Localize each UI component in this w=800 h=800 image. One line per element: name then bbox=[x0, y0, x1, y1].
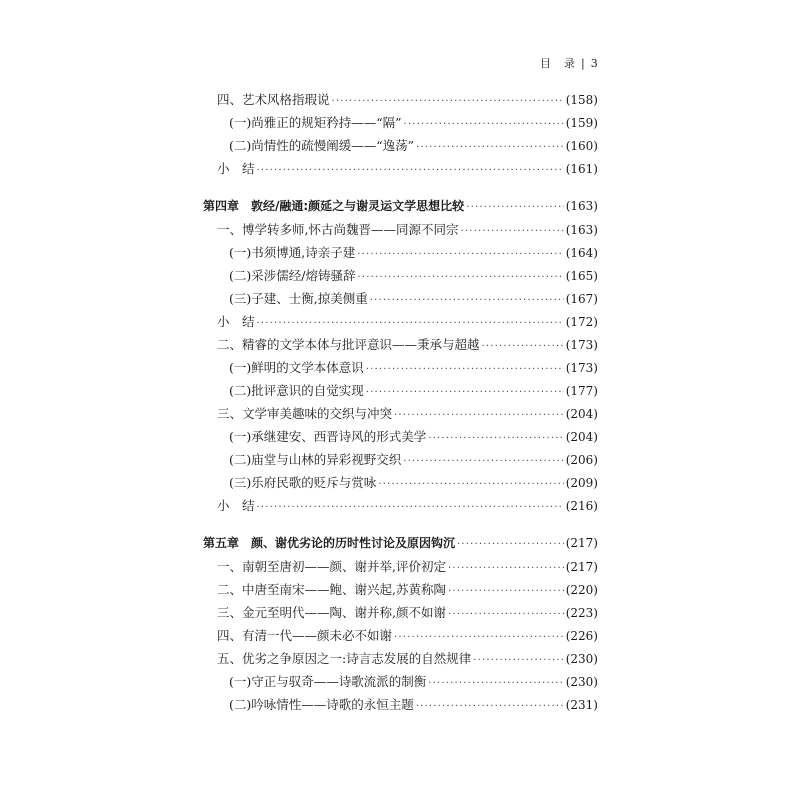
toc-entry-title: (一)守正与驭奇——诗歌流派的制衡 bbox=[229, 674, 427, 689]
toc-entry bbox=[203, 626, 598, 649]
toc-entry-title: (一)鲜明的文学本体意识 bbox=[229, 360, 364, 375]
toc-entry bbox=[203, 580, 598, 603]
toc-entry-title: (二)采涉儒经/熔铸骚辞 bbox=[229, 268, 356, 283]
toc-entry-page: (160) bbox=[565, 139, 598, 153]
toc-entry bbox=[203, 557, 598, 580]
toc-entry-title: (三)子建、士衡,掠美侧重 bbox=[229, 291, 368, 306]
leader-dots bbox=[448, 586, 564, 597]
leader-dots bbox=[394, 632, 564, 643]
toc-entry bbox=[203, 289, 598, 312]
toc-entry-title: 二、精睿的文学本体与批评意识——秉承与超越 bbox=[217, 337, 480, 352]
leader-dots bbox=[257, 165, 564, 176]
toc-entry-page: (165) bbox=[565, 269, 598, 283]
leader-dots bbox=[332, 96, 564, 107]
toc-entry-page: (230) bbox=[565, 652, 598, 666]
toc-entry-title: (二)庙堂与山林的异彩视野交织 bbox=[229, 452, 402, 467]
toc-entry-page: (223) bbox=[565, 606, 598, 620]
toc-entry-page: (206) bbox=[565, 453, 598, 467]
table-of-contents bbox=[203, 90, 598, 718]
toc-entry bbox=[203, 381, 598, 404]
toc-entry-title: 三、金元至明代——陶、谢并称,颜不如谢 bbox=[217, 605, 446, 620]
leader-dots bbox=[416, 142, 564, 153]
toc-chapter-heading bbox=[203, 534, 598, 557]
toc-entry-page: (177) bbox=[565, 384, 598, 398]
toc-entry-title: 四、艺术风格指瑕说 bbox=[217, 92, 330, 107]
toc-entry-page: (172) bbox=[565, 315, 598, 329]
leader-dots bbox=[448, 563, 564, 574]
toc-entry-page: (209) bbox=[565, 476, 598, 490]
leader-dots bbox=[366, 387, 564, 398]
toc-entry-page: (204) bbox=[565, 430, 598, 444]
leader-dots bbox=[466, 202, 564, 213]
toc-entry bbox=[203, 90, 598, 113]
leader-dots bbox=[257, 318, 564, 329]
toc-entry bbox=[203, 649, 598, 672]
toc-entry-title: 一、南朝至唐初——颜、谢并举,评价初定 bbox=[217, 559, 446, 574]
leader-dots bbox=[370, 295, 564, 306]
toc-entry bbox=[203, 312, 598, 335]
toc-entry-title: (三)乐府民歌的贬斥与赏咏 bbox=[229, 475, 377, 490]
toc-entry-title: 小 结 bbox=[217, 161, 255, 176]
toc-entry bbox=[203, 220, 598, 243]
chapter-title: 第五章 颜、谢优劣论的历时性讨论及原因钩沉 bbox=[203, 536, 456, 550]
toc-entry bbox=[203, 136, 598, 159]
toc-entry bbox=[203, 404, 598, 427]
toc-entry-page: (173) bbox=[565, 338, 598, 352]
leader-dots bbox=[428, 678, 563, 689]
toc-entry bbox=[203, 243, 598, 266]
leader-dots bbox=[482, 341, 564, 352]
toc-entry bbox=[203, 603, 598, 626]
leader-dots bbox=[378, 479, 563, 490]
toc-entry-title: (一)书须博通,诗亲子建 bbox=[229, 245, 356, 260]
toc-entry-page: (167) bbox=[565, 292, 598, 306]
leader-dots bbox=[473, 655, 564, 666]
toc-entry-title: 一、博学转多师,怀古尚魏晋——同源不同宗 bbox=[217, 222, 459, 237]
leader-dots bbox=[366, 364, 564, 375]
chapter-page: (163) bbox=[565, 199, 598, 213]
toc-entry-title: (二)批评意识的自觉实现 bbox=[229, 383, 364, 398]
toc-entry-title: (一)承继建安、西晋诗风的形式美学 bbox=[229, 429, 427, 444]
toc-entry-title: 二、中唐至南宋——鲍、谢兴起,苏黄称陶 bbox=[217, 582, 446, 597]
toc-chapter-heading bbox=[203, 197, 598, 220]
toc-entry bbox=[203, 672, 598, 695]
toc-entry-title: 小 结 bbox=[217, 314, 255, 329]
toc-entry-page: (216) bbox=[565, 499, 598, 513]
toc-entry-page: (231) bbox=[565, 698, 598, 712]
toc-entry-page: (217) bbox=[565, 560, 598, 574]
toc-entry-page: (161) bbox=[565, 162, 598, 176]
leader-dots bbox=[428, 433, 563, 444]
toc-entry bbox=[203, 427, 598, 450]
leader-dots bbox=[394, 410, 564, 421]
toc-entry-page: (230) bbox=[565, 675, 598, 689]
toc-entry-page: (173) bbox=[565, 361, 598, 375]
toc-entry-title: (二)吟咏情性——诗歌的永恒主题 bbox=[229, 697, 414, 712]
toc-entry-title: 三、文学审美趣味的交织与冲突 bbox=[217, 406, 393, 421]
toc-entry bbox=[203, 113, 598, 136]
toc-entry-title: 四、有清一代——颜未必不如谢 bbox=[217, 628, 393, 643]
toc-entry bbox=[203, 473, 598, 496]
chapter-page: (217) bbox=[565, 536, 598, 550]
header-page-number: 3 bbox=[590, 57, 599, 70]
header-title: 目 录 bbox=[540, 57, 576, 70]
toc-entry bbox=[203, 695, 598, 718]
leader-dots bbox=[460, 226, 563, 237]
header-separator: | bbox=[581, 57, 586, 70]
toc-entry-page: (226) bbox=[565, 629, 598, 643]
leader-dots bbox=[404, 119, 564, 130]
toc-entry-page: (220) bbox=[565, 583, 598, 597]
leader-dots bbox=[416, 701, 564, 712]
toc-entry-page: (163) bbox=[565, 223, 598, 237]
toc-entry-title: 小 结 bbox=[217, 498, 255, 513]
toc-entry bbox=[203, 496, 598, 519]
toc-entry-title: 五、优劣之争原因之一:诗言志发展的自然规律 bbox=[217, 651, 472, 666]
leader-dots bbox=[457, 539, 564, 550]
leader-dots bbox=[448, 609, 564, 620]
leader-dots bbox=[257, 502, 564, 513]
toc-entry bbox=[203, 358, 598, 381]
toc-entry-page: (164) bbox=[565, 246, 598, 260]
toc-entry bbox=[203, 335, 598, 358]
leader-dots bbox=[357, 249, 563, 260]
leader-dots bbox=[403, 456, 563, 467]
chapter-title: 第四章 敦经/融通:颜延之与谢灵运文学思想比较 bbox=[203, 199, 465, 213]
toc-entry-page: (159) bbox=[565, 116, 598, 130]
toc-entry-title: (二)尚情性的疏慢阐缓——“逸荡” bbox=[229, 138, 415, 153]
toc-entry-page: (158) bbox=[565, 93, 598, 107]
toc-entry bbox=[203, 266, 598, 289]
toc-entry bbox=[203, 450, 598, 473]
toc-entry bbox=[203, 159, 598, 182]
leader-dots bbox=[357, 272, 563, 283]
toc-entry-title: (一)尚雅正的规矩矜持——“隔” bbox=[229, 115, 402, 130]
toc-entry-page: (204) bbox=[565, 407, 598, 421]
running-header bbox=[540, 55, 599, 71]
